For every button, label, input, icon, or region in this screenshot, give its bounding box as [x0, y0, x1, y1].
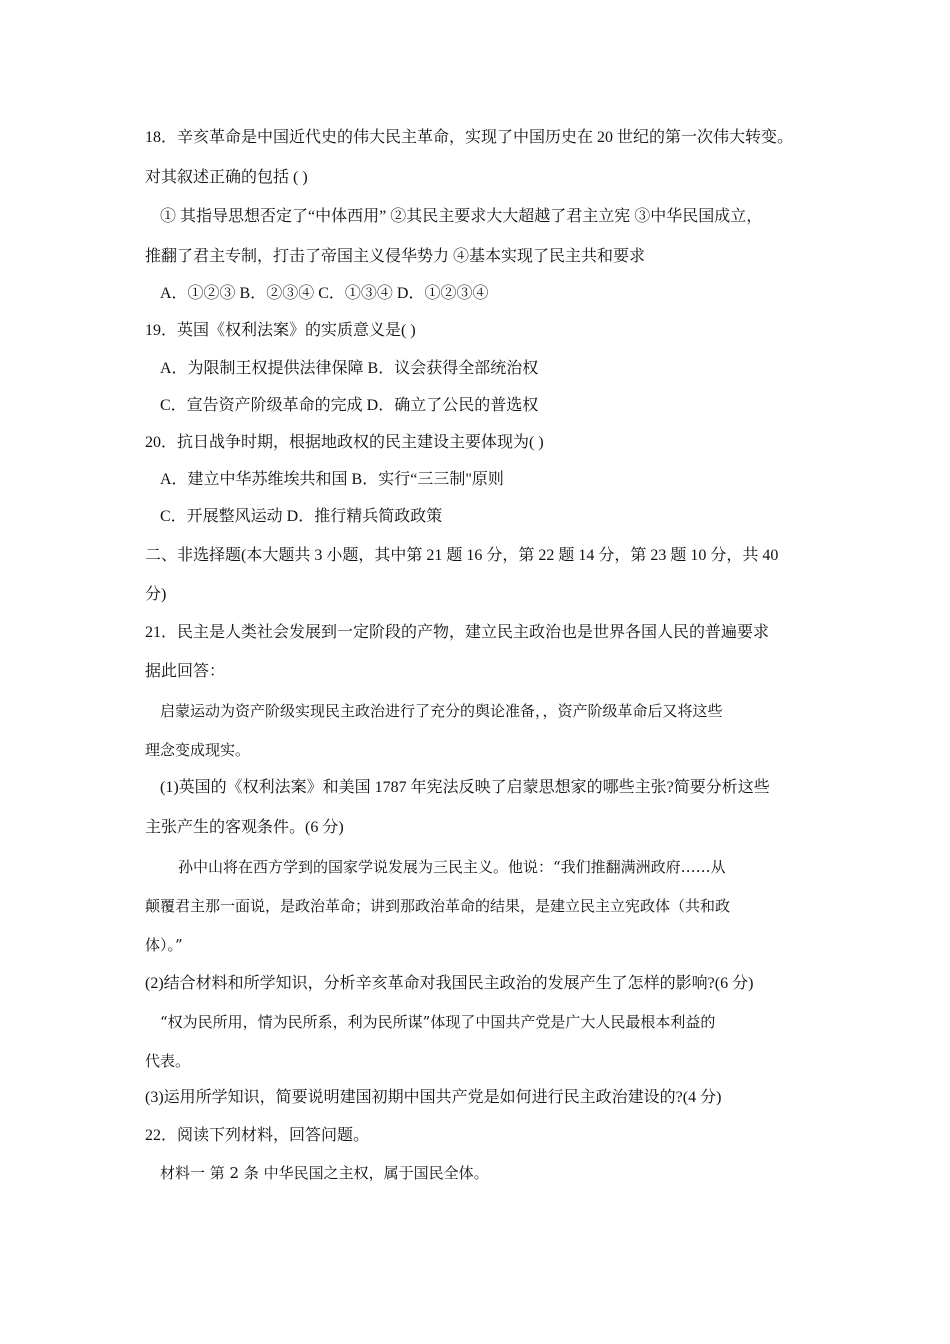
- material-one-text: 启蒙运动为资产阶级实现民主政治进行了充分的舆论准备，，资产阶级革命后又将这些: [160, 702, 723, 720]
- question-18-stem: 18．辛亥革命是中国近代史的伟大民主革命，实现了中国历史在 20 世纪的第一次伟大转变。: [145, 129, 794, 146]
- question-21-part-1: (1)英国的《权利法案》和美国 1787 年宪法反映了启蒙思想家的哪些主张?简要分析这些: [160, 779, 770, 796]
- question-22-material-one: 材料一 第 2 条 中华民国之主权，属于国民全体。: [160, 1164, 489, 1182]
- question-21-part-1-cont: 主张产生的客观条件。(6 分): [145, 819, 344, 836]
- question-22-stem: 22．阅读下列材料，回答问题。: [145, 1127, 370, 1144]
- question-21-part-3: (3)运用所学知识，简要说明建国初期中国共产党是如何进行民主政治建设的?(4 分): [145, 1089, 722, 1106]
- question-18-options: A．①②③ B．②③④ C．①③④ D．①②③④: [160, 285, 489, 302]
- material-one-text-cont: 理念变成现实。: [145, 741, 251, 759]
- question-19-options-ab: A．为限制王权提供法律保障 B．议会获得全部统治权: [160, 360, 539, 377]
- material-two-text: 孙中山将在西方学到的国家学说发展为三民主义。他说：“我们推翻满洲政府……从: [178, 858, 726, 876]
- question-20-stem: 20．抗日战争时期，根据地政权的民主建设主要体现为( ): [145, 434, 544, 451]
- material-two-text-cont: 颠覆君主那一面说，是政治革命；讲到那政治革命的结果，是建立民主立宪政体（共和政: [145, 897, 731, 915]
- question-18-statements-cont: 推翻了君主专制，打击了帝国主义侵华势力 ④基本实现了民主共和要求: [145, 248, 646, 265]
- question-21-stem: 21．民主是人类社会发展到一定阶段的产物，建立民主政治也是世界各国人民的普遍要求: [145, 624, 770, 641]
- question-18-statements: ① 其指导思想否定了“中体西用” ②其民主要求大大超越了君主立宪 ③中华民国成立，: [160, 208, 763, 225]
- material-three-text: “权为民所用，情为民所系，利为民所谋”体现了中国共产党是广大人民最根本利益的: [160, 1013, 716, 1031]
- material-two-text-end: 体）。”: [145, 936, 183, 954]
- question-19-options-cd: C．宣告资产阶级革命的完成 D．确立了公民的普选权: [160, 397, 539, 414]
- question-21-stem-cont: 据此回答：: [145, 663, 226, 680]
- question-20-options-cd: C．开展整风运动 D．推行精兵简政政策: [160, 508, 443, 525]
- question-20-options-ab: A．建立中华苏维埃共和国 B．实行“三三制"原则: [160, 471, 504, 488]
- question-19-stem: 19．英国《权利法案》的实质意义是( ): [145, 322, 416, 339]
- question-18-stem-cont: 对其叙述正确的包括 ( ): [145, 169, 308, 186]
- question-21-part-2: (2)结合材料和所学知识，分析辛亥革命对我国民主政治的发展产生了怎样的影响?(6 分): [145, 975, 754, 992]
- section-two-heading: 二、非选择题(本大题共 3 小题，其中第 21 题 16 分，第 22 题 14 分，第 23 题 10 分，共 40: [145, 547, 779, 564]
- section-two-heading-cont: 分): [145, 586, 167, 603]
- material-three-text-cont: 代表。: [145, 1052, 191, 1070]
